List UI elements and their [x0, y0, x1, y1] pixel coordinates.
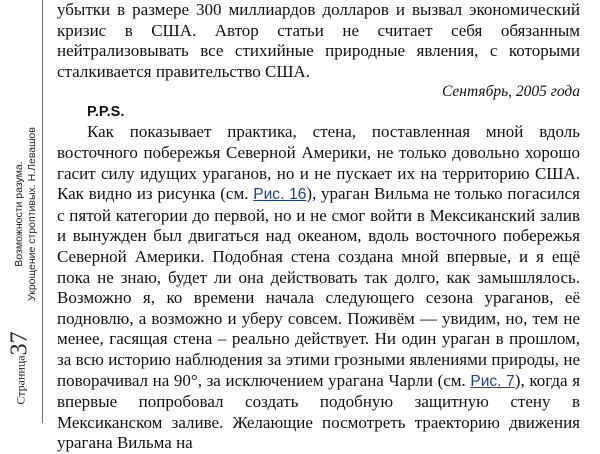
figure-16-link[interactable]: Рис. 16: [253, 186, 307, 204]
main-paragraph: [57, 122, 580, 454]
page-margin: [0, 0, 44, 423]
intro-paragraph: убытки в размере 300 миллиардов долларов и вызвал экономический кризис в США. Автор статьи не считает себя обязанным нейтрализовывать все стихийные природные явления, с которыми сталкивается правительство США.: [57, 0, 580, 81]
main-text-part2: ), ураган Вильма не только погасился с пятой категории до первой, но и не смог войти в Мексиканский залив и вынужден был двигаться над океаном, вдоль восточного побережья Северной Америки. Подобная стена создана мной впервые, и я ещё пока не знаю, будет ли она действовать так долго, как замышлялось. Возможно я, ко времени начала следующего сезона ураганов, её подновлю, а возможно и уберу совсем. Поживём — увидим, но, тем не менее, гасящая стена – реально действует. Ни один ураган в прошлом, за всю историю наблюдения за этими грозными явлениями природы, не поворачивал на 90°, за исключением урагана Чарли (см.: [57, 184, 580, 390]
figure-7-link[interactable]: Рис. 7: [470, 372, 515, 390]
margin-divider: [42, 0, 43, 423]
document-body: [57, 0, 580, 454]
page-label: Страница: [13, 355, 28, 405]
date-line: Сентябрь, 2005 года: [441, 83, 580, 101]
header-title-line1: Возможности разума.: [13, 161, 25, 267]
page-indicator: [7, 331, 34, 404]
main-text-part3: ), когда я впервые попробовал создать подобную защитную стену в Мексиканском заливе. Желающие посмотреть траекторию движения урагана Вильма на: [57, 370, 581, 453]
running-header: [13, 127, 39, 301]
header-title-line2: Укрощение строптивых. Н.Левашов: [26, 127, 38, 301]
pps-heading: P.P.S.: [87, 104, 125, 121]
page-number: 37: [6, 331, 33, 356]
main-text-part1: Как показывает практика, стена, поставленная мной вдоль восточного побережья Северной Америки, не только довольно хорошо гасит силу идущих ураганов, но и не пускает их на территорию США. Как видно из рисунка (см.: [57, 122, 580, 204]
